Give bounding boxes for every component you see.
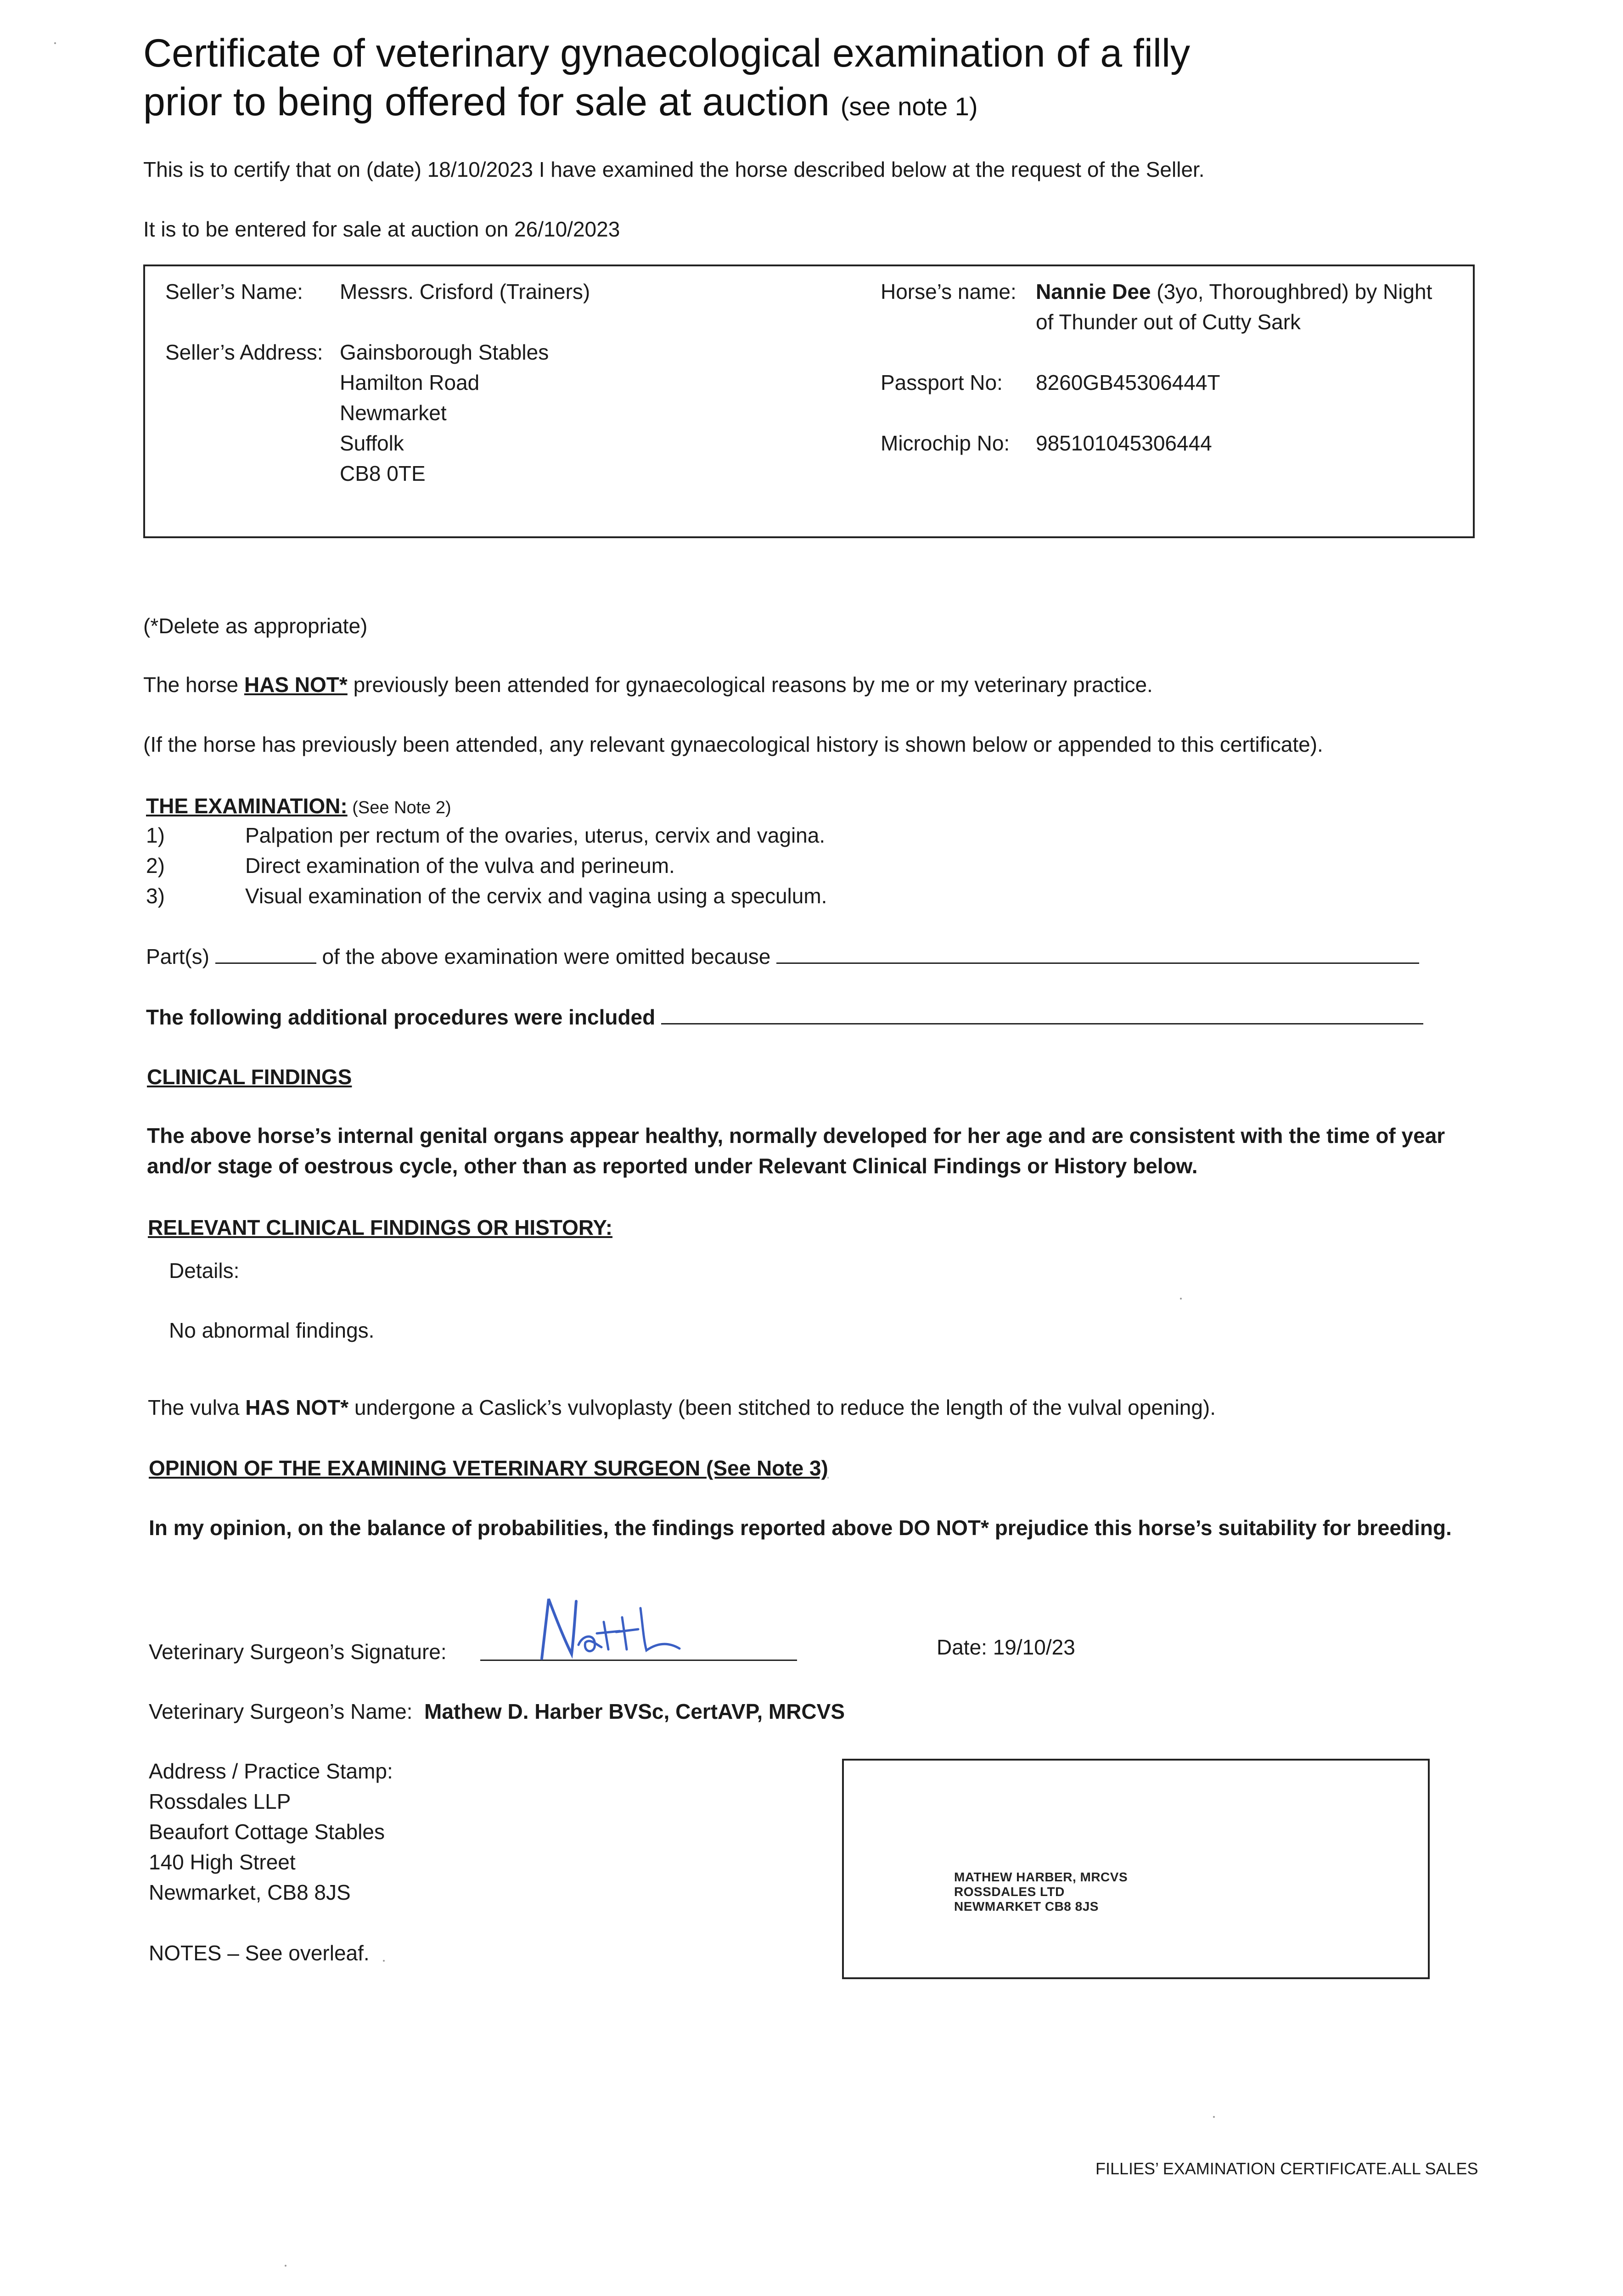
relevant-heading: RELEVANT CLINICAL FINDINGS OR HISTORY:	[148, 1216, 613, 1239]
vulva-status: HAS NOT*	[245, 1396, 349, 1419]
seller-name-value: Messrs. Crisford (Trainers)	[340, 280, 590, 304]
omitted-line	[146, 940, 1419, 972]
seller-address-line: Newmarket	[340, 401, 447, 425]
practice-stamp-box	[842, 1759, 1430, 1979]
attended-prefix: The horse	[143, 673, 244, 697]
details-label: Details:	[169, 1259, 240, 1283]
vulva-suffix: undergone a Caslick’s vulvoplasty (been stitched to reduce the length of the vulval opening).	[348, 1396, 1216, 1419]
history-note: (If the horse has previously been attended, any relevant gynaecological history is shown below or appended to this certificate).	[143, 732, 1323, 756]
opinion-text: In my opinion, on the balance of probabilities, the findings reported above DO NOT* prejudice this horse’s suitability for breeding.	[149, 1516, 1452, 1540]
additional-line	[146, 1001, 1423, 1032]
vulva-prefix: The vulva	[148, 1396, 246, 1419]
title-note: (see note 1)	[840, 92, 978, 121]
omitted-mid: of the above examination were omitted because	[316, 945, 777, 968]
exam-item-num: 3)	[146, 884, 165, 908]
stamp-line: NEWMARKET CB8 8JS	[954, 1899, 1099, 1913]
passport-value: 8260GB45306444T	[1036, 371, 1220, 394]
footer-reference: FILLIES’ EXAMINATION CERTIFICATE.ALL SALES	[1095, 2159, 1478, 2178]
scan-speck	[1213, 2116, 1215, 2118]
examination-heading-note: (See Note 2)	[347, 798, 451, 817]
opinion-heading: OPINION OF THE EXAMINING VETERINARY SURGEON (See Note 3)	[149, 1456, 828, 1480]
seller-address-line: Hamilton Road	[340, 371, 480, 394]
omitted-parts-blank	[215, 940, 316, 964]
certify-statement: This is to certify that on (date) 18/10/2023 I have examined the horse described below at the request of the Seller.	[143, 158, 1205, 181]
exam-item-num: 1)	[146, 823, 165, 847]
vet-name-label: Veterinary Surgeon’s Name:	[149, 1699, 413, 1723]
vet-name-value: Mathew D. Harber BVSc, CertAVP, MRCVS	[424, 1699, 845, 1723]
practice-address-line: Rossdales LLP	[149, 1790, 291, 1813]
additional-label: The following additional procedures were included	[146, 1005, 662, 1029]
title-line-2-text: prior to being offered for sale at auction	[143, 80, 830, 124]
scan-speck	[1180, 1298, 1182, 1300]
horse-name-label: Horse’s name:	[881, 280, 1016, 304]
practice-address-line: 140 High Street	[149, 1850, 296, 1874]
clinical-line-2: and/or stage of oestrous cycle, other than as reported under Relevant Clinical Findings or History below.	[147, 1154, 1198, 1178]
delete-note: (*Delete as appropriate)	[143, 614, 368, 638]
practice-address-line: Newmarket, CB8 8JS	[149, 1880, 351, 1904]
stamp-line: ROSSDALES LTD	[954, 1885, 1065, 1899]
exam-item-text: Palpation per rectum of the ovaries, uterus, cervix and vagina.	[245, 823, 826, 847]
attended-suffix: previously been attended for gynaecological reasons by me or my veterinary practice.	[347, 673, 1153, 697]
details-value: No abnormal findings.	[169, 1318, 375, 1342]
scan-speck	[383, 1960, 385, 1962]
omitted-reason-blank	[776, 940, 1419, 964]
examination-heading	[146, 791, 451, 823]
signature-date: Date: 19/10/23	[937, 1635, 1075, 1659]
passport-label: Passport No:	[881, 371, 1003, 394]
seller-address-line: Suffolk	[340, 431, 404, 455]
seller-address-line: CB8 0TE	[340, 461, 426, 485]
vulva-statement	[148, 1392, 1216, 1423]
horse-name-bold: Nannie Dee	[1036, 280, 1151, 304]
practice-address-label: Address / Practice Stamp:	[149, 1759, 393, 1783]
microchip-label: Microchip No:	[881, 431, 1010, 455]
omitted-prefix: Part(s)	[146, 945, 215, 968]
clinical-heading: CLINICAL FINDINGS	[147, 1065, 352, 1089]
scan-speck	[285, 2265, 286, 2267]
horse-name-rest: (3yo, Thoroughbred) by Night	[1151, 280, 1432, 304]
signature-label: Veterinary Surgeon’s Signature:	[149, 1640, 447, 1664]
auction-statement: It is to be entered for sale at auction on 26/10/2023	[143, 217, 620, 241]
additional-blank	[661, 1001, 1423, 1024]
clinical-line-1: The above horse’s internal genital organs appear healthy, normally developed for her age and are consistent with the time of year	[147, 1124, 1445, 1148]
scan-speck	[54, 42, 56, 44]
vet-name-line	[149, 1696, 845, 1727]
signature-scribble	[528, 1590, 693, 1668]
exam-item-text: Direct examination of the vulva and perineum.	[245, 854, 675, 878]
practice-address-line: Beaufort Cottage Stables	[149, 1820, 385, 1844]
notes-reference: NOTES – See overleaf.	[149, 1941, 370, 1965]
seller-address-line: Gainsborough Stables	[340, 340, 549, 364]
stamp-line: MATHEW HARBER, MRCVS	[954, 1870, 1128, 1884]
examination-heading-text: THE EXAMINATION:	[146, 794, 348, 818]
title-line-2	[143, 78, 978, 130]
title-line-1: Certificate of veterinary gynaecological examination of a filly	[143, 31, 1191, 75]
seller-address-label: Seller’s Address:	[165, 340, 323, 364]
seller-name-label: Seller’s Name:	[165, 280, 303, 304]
horse-name-line-2: of Thunder out of Cutty Sark	[1036, 310, 1301, 334]
exam-item-num: 2)	[146, 854, 165, 878]
attended-statement	[143, 670, 1153, 700]
attended-status: HAS NOT*	[244, 673, 348, 697]
exam-item-text: Visual examination of the cervix and vagina using a speculum.	[245, 884, 827, 908]
horse-name-value	[1036, 276, 1432, 307]
microchip-value: 985101045306444	[1036, 431, 1212, 455]
